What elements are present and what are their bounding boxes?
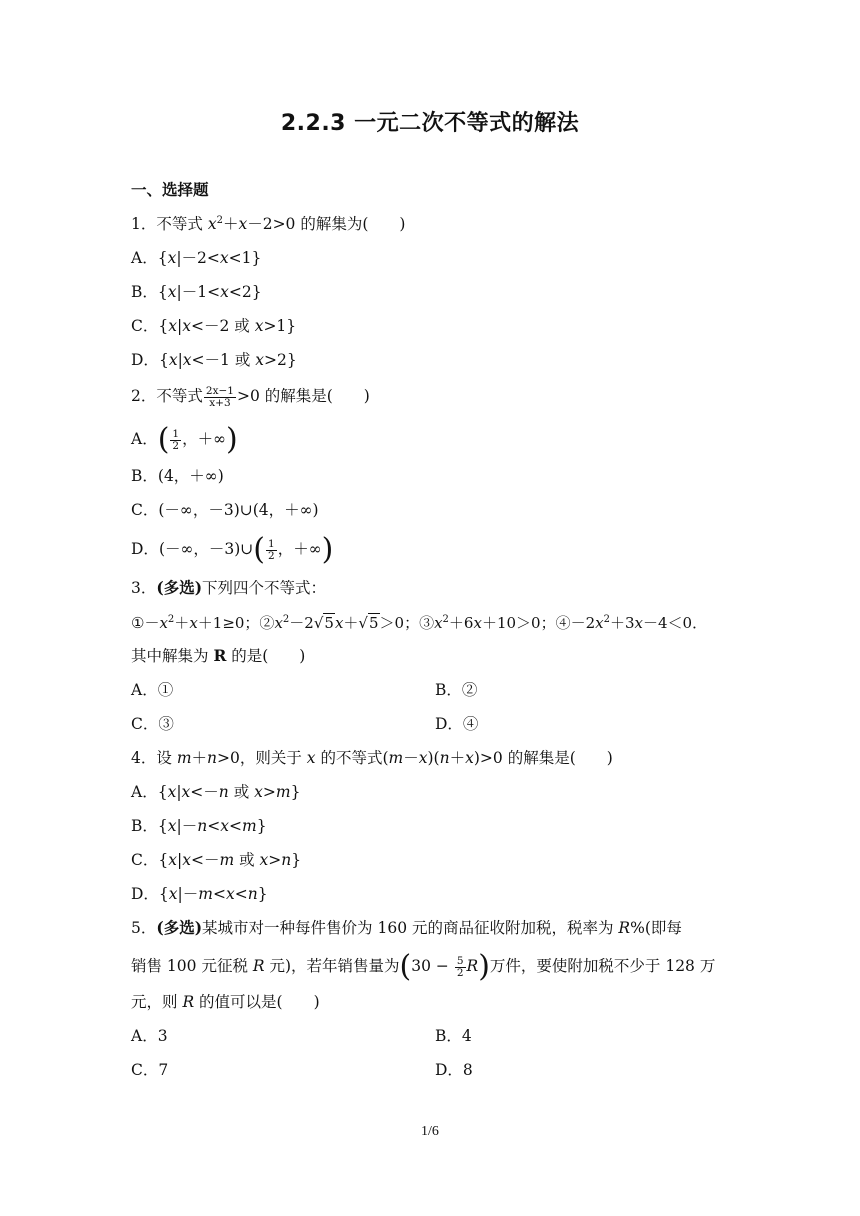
question-3-stem: 3．(多选)下列四个不等式： bbox=[131, 578, 327, 597]
question-1-stem: 1．不等式 $x^2+x-2>0$ 的解集为( ) bbox=[131, 215, 406, 233]
question-1-option-a: A．{x|－2<x<1} bbox=[131, 249, 262, 267]
question-2-option-d: D．(－∞，－3)∪( $\frac{1}{2}$ ，＋∞) bbox=[131, 532, 334, 567]
question-5-option-b: B．4 bbox=[435, 1027, 472, 1045]
question-3-stem-cont: 其中解集为 R 的是( ) bbox=[131, 646, 306, 665]
question-5-stem-line3: 元，则 R 的值可以是( ) bbox=[131, 993, 320, 1011]
question-1-option-c: C．{x|x<－2 或 x>1} bbox=[131, 317, 297, 335]
page-title: 2.2.3 一元二次不等式的解法 bbox=[280, 111, 580, 136]
question-5-stem-line2: 销售 100 元征税 R 元)，若年销售量为(30 − $\frac{5}{2}$ R)万件，要使附加税不少于 128 万 bbox=[131, 949, 716, 984]
question-1-number: 1． bbox=[131, 215, 157, 233]
question-4-option-d: D．{x|－m<x<n} bbox=[131, 885, 268, 903]
question-4-option-c: C．{x|x<－m 或 x>n} bbox=[131, 851, 302, 869]
question-2-stem: 2．不等式 $\frac{2x-1}{x+3}$ >0 的解集是( ) bbox=[131, 384, 370, 409]
question-3-inequalities: $①-x^2+x+1\ge 0$；$②x^2-2√5x+√5>0$；$③x^2+6x+10>0$；$④-2x^2+3x-4<0$． bbox=[131, 614, 708, 632]
fraction: $\frac{2x-1}{x+3}$ bbox=[205, 384, 234, 409]
page-number: 1/6 bbox=[421, 1124, 439, 1139]
question-3-option-a: A．① bbox=[131, 681, 174, 699]
question-1-option-b: B．{x|－1<x<2} bbox=[131, 283, 262, 301]
question-3-option-b: B．② bbox=[435, 681, 478, 699]
question-5-option-a: A．3 bbox=[131, 1027, 168, 1045]
question-2-number: 2． bbox=[131, 387, 157, 405]
question-4-option-a: A．{x|x<－n 或 x>m} bbox=[131, 783, 301, 801]
question-4-stem: 4．设 m＋n>0，则关于 x 的不等式(m－x)(n＋x)>0 的解集是( ) bbox=[131, 749, 613, 767]
question-4-option-b: B．{x|－n<x<m} bbox=[131, 817, 267, 835]
question-2-option-a: A．( $\frac{1}{2}$ ，＋∞) bbox=[131, 422, 238, 457]
question-3-option-d: D．④ bbox=[435, 715, 479, 733]
question-5-option-d: D．8 bbox=[435, 1061, 473, 1079]
question-5-stem: 5．(多选)某城市对一种每件售价为 160 元的商品征收附加税，税率为 R%(即每 bbox=[131, 918, 682, 937]
question-2-option-b: B．(4，＋∞) bbox=[131, 467, 224, 485]
question-2-option-c: C．(－∞，－3)∪(4，＋∞) bbox=[131, 501, 319, 519]
question-5-option-c: C．7 bbox=[131, 1061, 169, 1079]
section-heading: 一、选择题 bbox=[131, 181, 209, 199]
question-1-option-d: D．{x|x<－1 或 x>2} bbox=[131, 351, 297, 369]
question-3-option-c: C．③ bbox=[131, 715, 174, 733]
